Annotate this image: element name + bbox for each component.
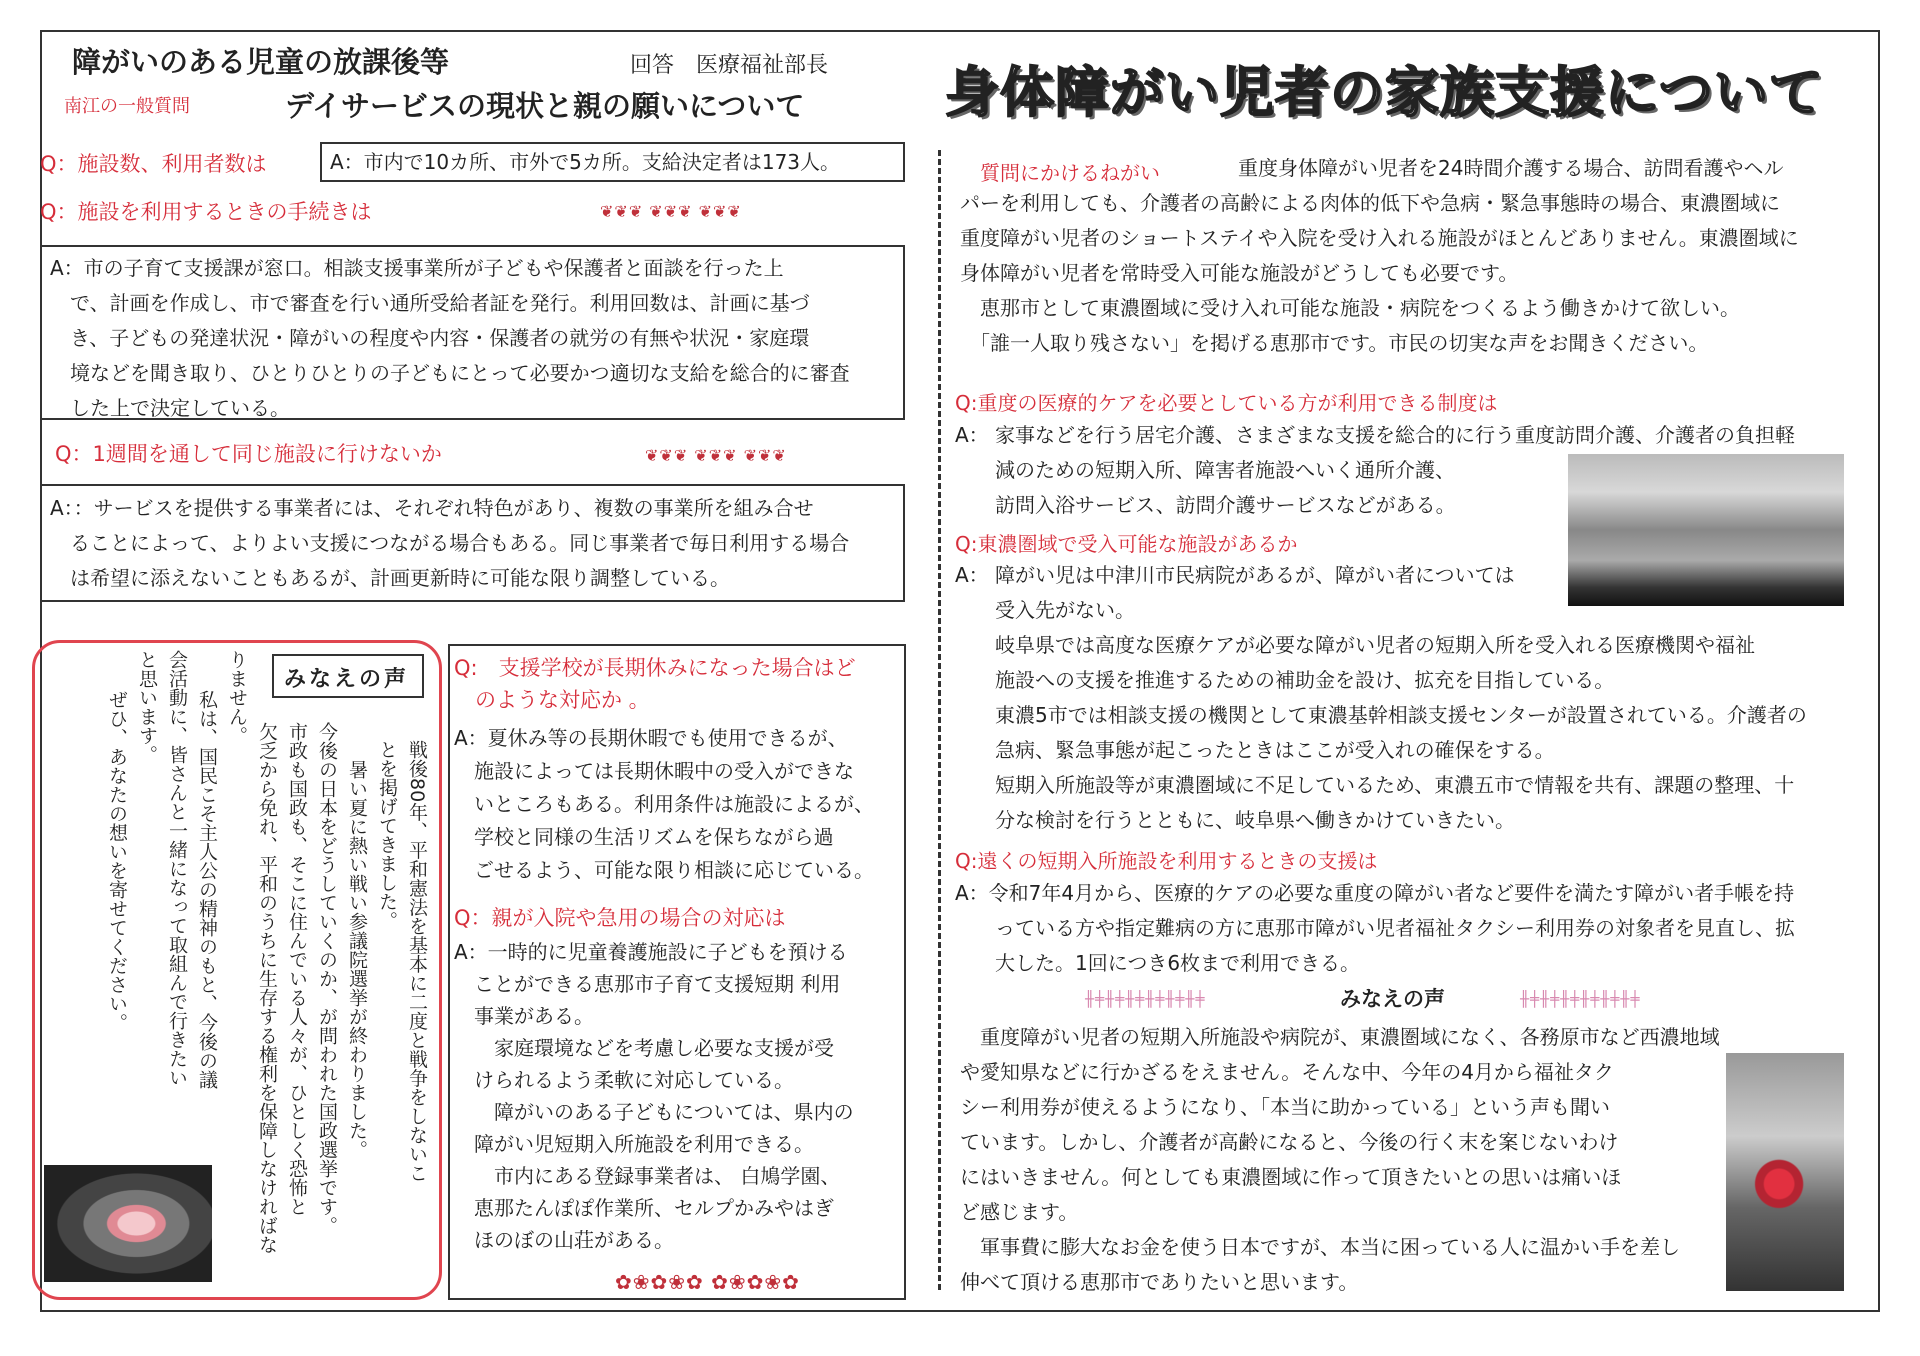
right-voice-line: 重度障がい児者の短期入所施設や病院が、東濃圏域になく、各務原市など西濃地域	[960, 1025, 1720, 1049]
sprig-ornament: ❦❦❦ ❦❦❦ ❦❦❦	[600, 202, 742, 221]
answer-2-box	[40, 245, 905, 420]
right-answer-2	[955, 558, 1807, 838]
voice-column: 私は、国民こそ主人公の精神のもと、今後の議	[196, 690, 218, 1089]
answer-4-line: ごせるよう、可能な限り相談に応じている。	[454, 858, 874, 882]
sprig-ornament: ❦❦❦ ❦❦❦ ❦❦❦	[645, 446, 787, 465]
author-label: 南江の一般質問	[64, 96, 190, 117]
voice-column: りません。	[226, 650, 248, 745]
right-question-2: Q:東濃圏域で受入可能な施設があるか	[955, 532, 1298, 556]
right-answer-3	[955, 876, 1795, 981]
right-answer-3-line: A：令和7年4月から、医療的ケアの必要な重度の障がい者など要件を満たす障がい者手帳を持	[955, 881, 1795, 905]
answer-1-box	[320, 142, 905, 182]
answer-5-line: ことができる恵那市子育て支援短期 利用	[454, 972, 841, 996]
voice-column: ぜひ、あなたの想いを寄せてください。	[106, 690, 128, 1032]
right-voice-line: にはいきません。何としても東濃圏域に作って頂きたいとの思いは痛いほ	[960, 1165, 1622, 1189]
right-answer-2-line: 岐阜県では高度な医療ケアが必要な障がい児者の短期入所を受入れる医療機関や福祉	[955, 633, 1755, 657]
answer-1: A：市内で10カ所、市外で5カ所。支給決定者は173人。	[330, 150, 841, 174]
center-divider	[938, 150, 941, 1290]
answer-5-line: けられるよう柔軟に対応している。	[454, 1068, 794, 1092]
answer-2-line: で、計画を作成し、市で審査を行い通所受給者証を発行。利用回数は、計画に基づ	[50, 291, 810, 315]
right-answer-3-line: っている方や指定難病の方に恵那市障がい児者福祉タクシー利用券の対象者を見直し、拡	[955, 916, 1795, 940]
right-answer-1-line: A： 家事などを行う居宅介護、さまざまな支援を総合的に行う重度訪問介護、介護者の負担軽	[955, 423, 1796, 447]
right-answer-2-line: 急病、緊急事態が起こったときはここが受入れの確保をする。	[955, 738, 1555, 762]
right-answer-2-line: 短期入所施設等が東濃圏域に不足しているため、東濃五市で情報を共有、課題の整理、十	[955, 773, 1795, 797]
answer-3-line: A：：サービスを提供する事業者には、それぞれ特色があり、複数の事業所を組み合せ	[50, 496, 814, 520]
voice-column: 会活動に、皆さんと一緒になって取組んで行きたい	[166, 650, 188, 1087]
left-title-line2: デイサービスの現状と親の願いについて	[285, 89, 805, 123]
intro-line: 重度身体障がい児者を24時間介護する場合、訪問看護やヘル	[1238, 156, 1784, 180]
right-voice-line: ど感じます。	[960, 1200, 1079, 1224]
flower-photo	[1726, 1053, 1844, 1291]
right-answer-2-line: 施設への支援を推進するための補助金を設け、拡充を目指している。	[955, 668, 1615, 692]
intro-line: 身体障がい児者を常時受入可能な施設がどうしても必要です。	[960, 261, 1519, 285]
answer-2-line: 境などを聞き取り、ひとりひとりの子どもにとって必要かつ適切な支給を総合的に審査	[50, 361, 850, 385]
question-3: Q：1週間を通して同じ施設に行けないか	[55, 442, 442, 466]
answer-3-box	[40, 484, 905, 602]
answer-4	[454, 722, 874, 887]
answer-3-line: ることによって、よりよい支援につながる場合もある。同じ事業者で毎日利用する場合	[50, 531, 850, 555]
answer-2-line: した上で決定している。	[50, 396, 290, 420]
right-question-3: Q:遠くの短期入所施設を利用するときの支援は	[955, 849, 1378, 873]
intro-line: 「誰一人取り残さない」を掲げる恵那市です。市民の切実な声をお聞きください。	[960, 331, 1709, 355]
answer-5-line: ほのぼの山荘がある。	[454, 1228, 674, 1252]
question-4	[454, 652, 856, 716]
answer-2-line: A：市の子育て支援課が窓口。相談支援事業所が子どもや保護者と面談を行った上	[50, 256, 784, 280]
answer-5	[454, 936, 854, 1256]
question-4-line: Q: 支援学校が長期休みになった場合はど	[454, 656, 856, 680]
answer-5-line: 障がいのある子どもについては、県内の	[454, 1100, 854, 1124]
right-answer-1-line: 訪問入浴サービス、訪問介護サービスなどがある。	[955, 493, 1456, 517]
qa-box-middle	[448, 644, 906, 1300]
intro-line: パーを利用しても、介護者の高齢による肉体的低下や急病・緊急事態時の場合、東濃圏域に	[960, 191, 1780, 215]
right-voice-text	[960, 1020, 1720, 1300]
answer-3-line: は希望に添えないこともあるが、計画更新時に可能な限り調整している。	[50, 566, 730, 590]
voice-column: 市政も国政も、そこに住んでいる人々が、ひとしく恐怖と	[286, 722, 308, 1216]
answer-2-line: き、子どもの発達状況・障がいの程度や内容・保護者の就労の有無や状況・家庭環	[50, 326, 810, 350]
voice-column: と思います。	[136, 650, 158, 764]
answer-5-line: 市内にある登録事業者は、 白鳩学園、	[454, 1164, 841, 1188]
question-5: Q：親が入院や急用の場合の対応は	[454, 906, 786, 930]
right-title: 身体障がい児者の家族支援について	[945, 61, 1824, 124]
answer-4-line: A：夏休み等の長期休暇でも使用できるが、	[454, 726, 848, 750]
answer-4-line: いところもある。利用条件は施設によるが、	[454, 792, 874, 816]
intro-line: 恵那市として東濃圏域に受け入れ可能な施設・病院をつくるよう働きかけて欲しい。	[960, 296, 1740, 320]
sprig-ornament: ✿❀✿❀✿ ✿❀✿❀✿	[615, 1270, 800, 1294]
right-voice-line: や愛知県などに行かざるをえません。そんな中、今年の4月から福祉タク	[960, 1060, 1614, 1084]
right-answer-2-line: 東濃5市では相談支援の機関として東濃基幹相談支援センターが設置されている。介護者の	[955, 703, 1807, 727]
answer-3	[50, 491, 849, 596]
right-voice-line: シー利用券が使えるようになり、「本当に助かっている」という声も聞い	[960, 1095, 1610, 1119]
right-voice-line: ています。しかし、介護者が高齢になると、今後の行く末を案じないわけ	[960, 1130, 1619, 1154]
right-voice-title: みなえの声	[1340, 987, 1445, 1011]
voice-column: 欠乏から免れ、平和のうちに生存する権利を保障しなければな	[256, 722, 278, 1254]
sprig-ornament: ╫╪╫╪╫╪╫╪╫╪╫╪	[1085, 990, 1206, 1008]
answer-5-line: 事業がある。	[454, 1004, 594, 1028]
answer-4-line: 施設によっては長期休暇中の受入ができな	[454, 759, 854, 783]
right-answer-2-line: 受入先がない。	[955, 598, 1135, 622]
answer-2	[50, 251, 850, 426]
intro-line: 重度障がい児者のショートステイや入院を受け入れる施設がほとんどありません。東濃圏域に	[960, 226, 1799, 250]
intro-label: 質問にかけるねがい	[980, 161, 1160, 185]
sprig-ornament: ╫╪╫╪╫╪╫╪╫╪╫╪	[1520, 990, 1641, 1008]
voice-column: 暑い夏に熱い戦い参議院選挙が終わりました。	[346, 760, 368, 1159]
intro-text	[960, 151, 1865, 361]
voice-column: とを掲げてきました。	[376, 740, 398, 930]
right-voice-line: 軍事費に膨大なお金を使う日本ですが、本当に困っている人に温かい手を差し	[960, 1235, 1680, 1259]
question-4-line: のような対応か 。	[454, 688, 650, 712]
right-answer-2-line: A： 障がい児は中津川市民病院があるが、障がい者については	[955, 563, 1515, 587]
voice-column: 今後の日本をどうしていくのか、が問われた国政選挙です。	[316, 722, 338, 1235]
answer-5-line: A：一時的に児童養護施設に子どもを預ける	[454, 940, 848, 964]
answer-5-line: 家庭環境などを考慮し必要な支援が受	[454, 1036, 834, 1060]
right-answer-2-line: 分な検討を行うとともに、岐阜県へ働きかけていきたい。	[955, 808, 1515, 832]
left-title-line1: 障がいのある児童の放課後等	[72, 45, 450, 79]
answerer-label: 回答 医療福祉部長	[630, 53, 829, 78]
right-voice-line: 伸べて頂ける恵那市でありたいと思います。	[960, 1270, 1359, 1294]
right-answer-3-line: 大した。1回につき6枚まで利用できる。	[955, 951, 1361, 975]
right-answer-1-line: 減のための短期入所、障害者施設へいく通所介護、	[955, 458, 1455, 482]
voice-column: 戦後80年、平和憲法を基本に二度と戦争をしないこ	[406, 740, 428, 1183]
answer-4-line: 学校と同様の生活リズムを保ちながら過	[454, 825, 834, 849]
lotus-photo	[44, 1165, 212, 1282]
answer-5-line: 恵那たんぽぽ作業所、セルプかみやはぎ	[454, 1196, 834, 1220]
question-1: Q：施設数、利用者数は	[40, 152, 267, 176]
answer-5-line: 障がい児短期入所施設を利用できる。	[454, 1132, 814, 1156]
voice-title: みなえの声	[284, 667, 410, 692]
right-question-1: Q:重度の医療的ケアを必要としている方が利用できる制度は	[955, 391, 1498, 415]
question-2: Q：施設を利用するときの手続きは	[40, 200, 372, 224]
